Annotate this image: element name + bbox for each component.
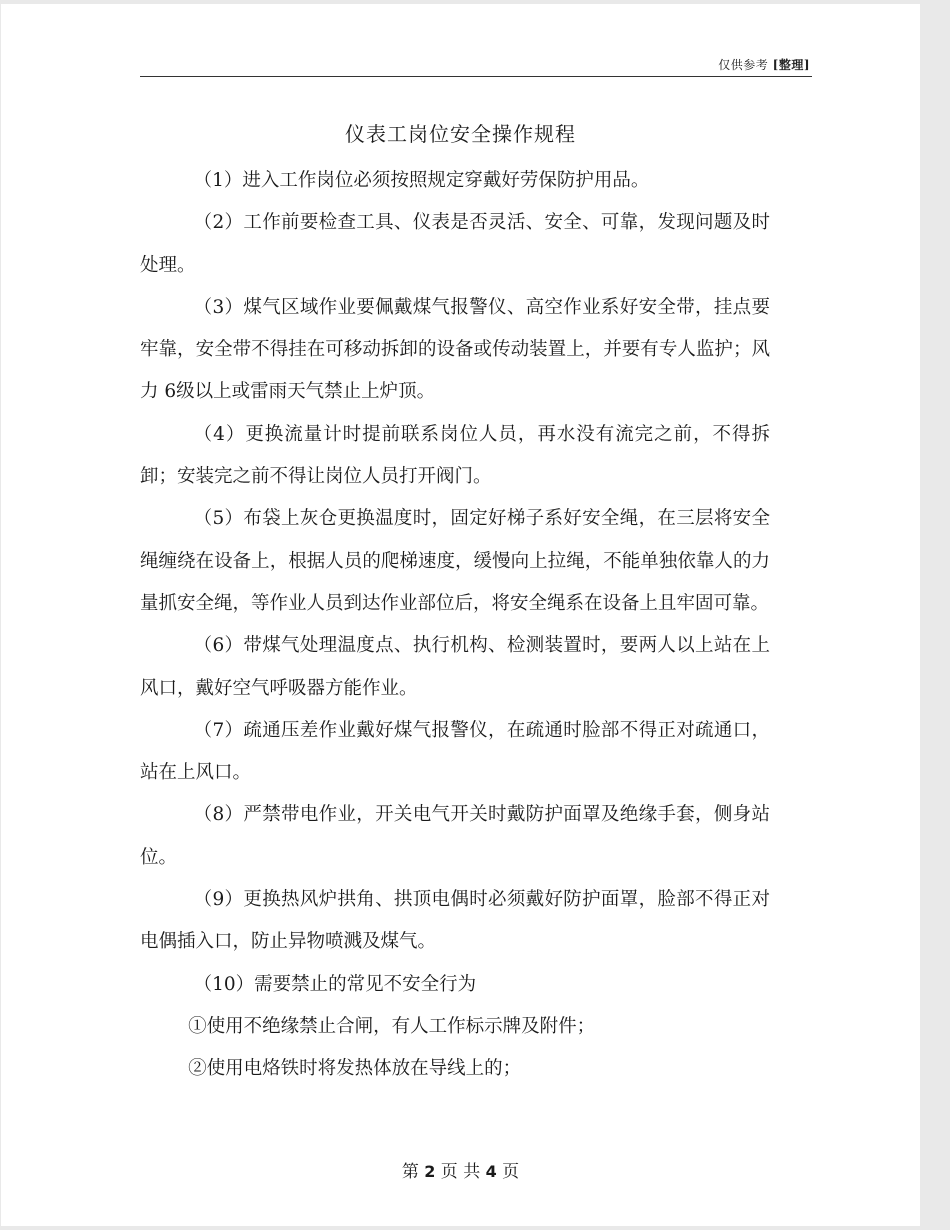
page-footer [1,1157,920,1182]
paragraph: （8）严禁带电作业，开关电气开关时戴防护面罩及绝缘手套，侧身站位。 [140,804,770,868]
paragraph: （7）疏通压差作业戴好煤气报警仪，在疏通时脸部不得正对疏通口，站在上风口。 [140,719,770,784]
list-item: ②使用电烙铁时将发热体放在导线上的； [188,1058,522,1080]
current-page-number: 2 [424,1162,436,1181]
paragraph: （3）煤气区域作业要佩戴煤气报警仪、高空作业系好安全带，挂点要牢靠，安全带不得挂在可移动拆卸的设备或传动装置上，并要有专人监护；风力 6级以上或雷雨天气禁止上炉顶。 [140,296,770,403]
paragraph: （6）带煤气处理温度点、执行机构、检测装置时，要两人以上站在上风口，戴好空气呼吸器方能作业。 [140,635,770,699]
total-page-number: 4 [485,1162,497,1181]
header-note-text: 仅供参考 [718,58,769,72]
document-page [1,4,920,1226]
paragraph: （5）布袋上灰仓更换温度时，固定好梯子系好安全绳，在三层将安全绳缠绕在设备上，根据人员的爬梯速度，缓慢向上拉绳，不能单独依靠人的力量抓安全绳，等作业人员到达作业部位后，将安全绳系在设备上且牢固可靠。 [140,508,770,614]
paragraph: （10）需要禁止的常见不安全行为 [193,973,477,995]
document-body [140,160,770,1091]
paragraph: （1）进入工作岗位必须按照规定穿戴好劳保防护用品。 [193,170,650,191]
header-divider [140,76,812,77]
paragraph: （2）工作前要检查工具、仪表是否灵活、安全、可靠，发现问题及时处理。 [140,212,770,276]
footer-suffix: 页 [502,1162,520,1182]
header-note [718,56,810,73]
footer-prefix: 第 [401,1162,419,1182]
list-item: ①使用不绝缘禁止合闸，有人工作标示牌及附件； [188,1015,596,1037]
footer-middle: 页 共 [440,1162,481,1182]
header-note-tag: [整理] [772,58,810,72]
paragraph: （9）更换热风炉拱角、拱顶电偶时必须戴好防护面罩，脸部不得正对电偶插入口，防止异物喷溅及煤气。 [140,889,770,953]
paragraph: （4）更换流量计时提前联系岗位人员，再水没有流完之前，不得拆卸；安装完之前不得让岗位人员打开阀门。 [140,423,770,488]
document-title: 仪表工岗位安全操作规程 [345,122,576,146]
